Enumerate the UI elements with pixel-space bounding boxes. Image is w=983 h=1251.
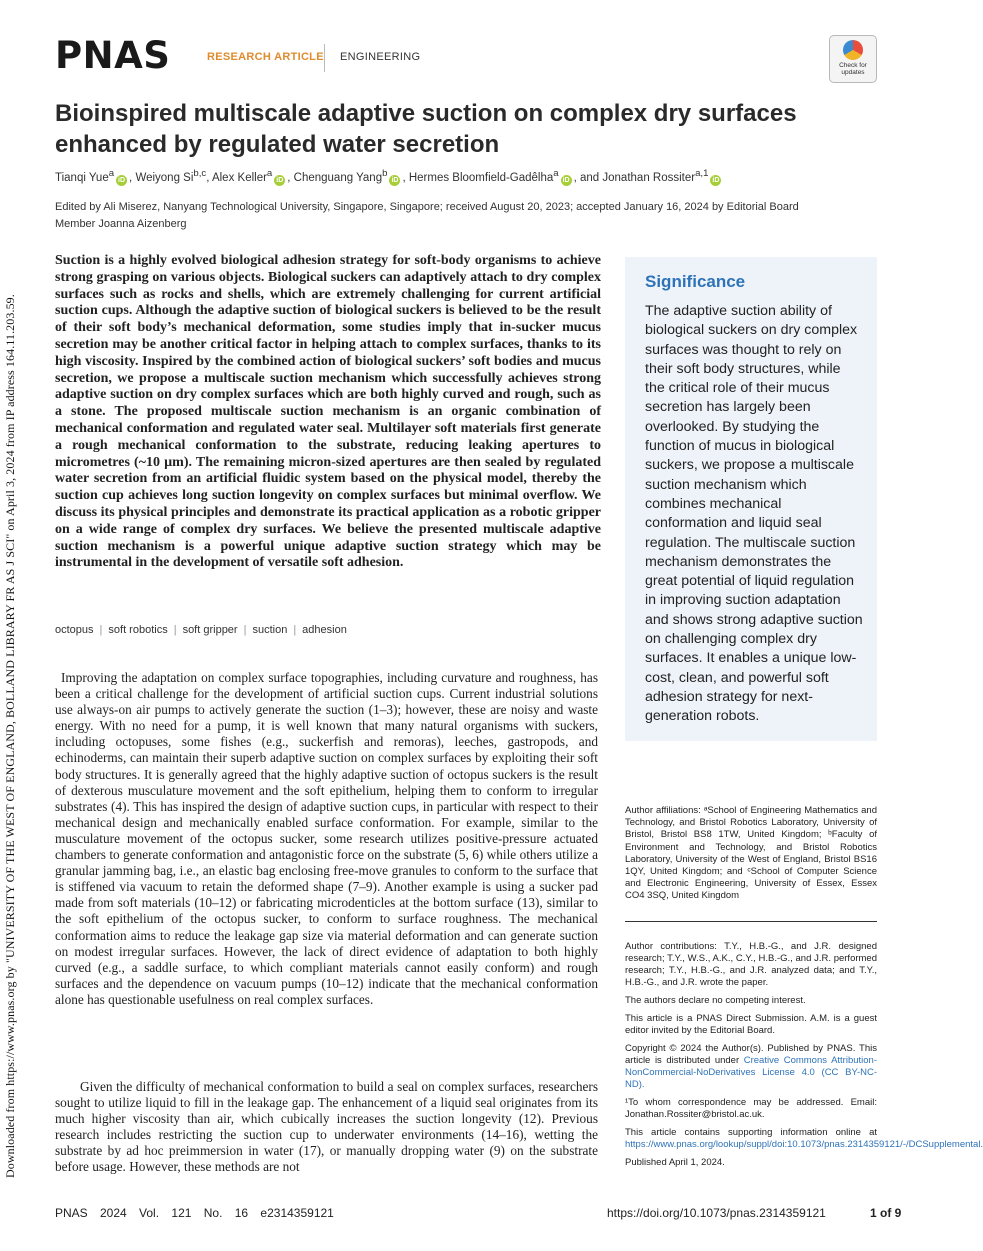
header-divider: [324, 44, 325, 72]
orcid-icon[interactable]: iD: [712, 176, 720, 184]
author-name[interactable]: Alex Keller: [211, 171, 267, 184]
orcid-icon[interactable]: iD: [391, 176, 399, 184]
author-name[interactable]: Jonathan Rossiter: [602, 171, 696, 184]
article-title: Bioinspired multiscale adaptive suction on complex dry surfaces enhanced by regulated water secretion: [55, 100, 797, 158]
author-contributions: Author contributions: T.Y., H.B.-G., and J.R. designed research; T.Y., W.S., A.K., C.Y., H.B.-G., and J.R. performed research; T.Y., H.B.-G., and J.R. analyzed data; and T.Y., H.B.-G., and J.R. wrote the paper.: [625, 941, 877, 988]
keyword[interactable]: soft gripper: [182, 624, 238, 636]
keyword-separator: |: [99, 624, 103, 636]
crossmark-icon: [843, 40, 863, 60]
keyword-separator: |: [173, 624, 177, 636]
author-affiliation-mark: a,1: [695, 168, 709, 179]
published-date: Published April 1, 2024.: [625, 1157, 725, 1168]
authors-and: and: [580, 171, 600, 184]
correspondence-note: ¹To whom correspondence may be addressed. Email: Jonathan.Rossiter@bristol.ac.uk.: [625, 1097, 877, 1120]
significance-text: The adaptive suction ability of biological suckers on dry complex surfaces was thought to rely on their soft body structures, while the critical role of their mucus secretion has largely been overlooked. By studying the function of mucus in biological suckers, we propose a multiscale suction mechanism which combines mechanical conformation and liquid seal regulation. The multiscale suction mechanism demonstrates the great potential of liquid regulation in improving suction adaptation and shows strong adaptive suction on challenging complex dry surfaces. It enables a unique low-cost, clean, and powerful soft adhesion strategy for next-generation robots.: [645, 303, 863, 725]
author-name[interactable]: Hermes Bloomfield-Gadêlha: [408, 171, 554, 184]
check-for-updates-label: Check for updates: [839, 62, 867, 76]
orcid-icon[interactable]: iD: [562, 176, 570, 184]
author-affiliation-mark: b,c: [193, 168, 207, 179]
body-paragraph: Given the difficulty of mechanical conformation to build a seal on complex surfaces, researchers sought to utilize liquid to fill in the leakage gap. The enhancement of a liquid seal originates from its much higher viscosity than air, which cubically increases the suction longevity (12). Previous research includes restricting the suction cup to underwater environments (14–16), wetting the substrate by ad hoc preimmersion in water (17), or manually dropping water (9) on the substrate before usage. However, these methods are not: [55, 1079, 598, 1175]
author-affiliation-mark: a: [108, 168, 115, 179]
author-name[interactable]: Chenguang Yang: [293, 171, 383, 184]
supporting-text: This article contains supporting information online at: [625, 1127, 877, 1138]
author-list: Tianqi Yue$^a$iD , Weiyong Si$^{b,c}$, Alex Keller$^a$iD , Chenguang Yang$^b$iD , Hermes Bloomfield-Gadêlha$^a$iD , and Jonathan Rossiter$^{a,1}$iD: [55, 168, 720, 184]
download-watermark: Downloaded from https://www.pnas.org by "UNIVERSITY OF THE WEST OF ENGLAND, BOLLAND LIBRARY FR AS J SCI" on April 3, 2024 from IP address 164.11.203.59.: [3, 294, 17, 1178]
abstract: Suction is a highly evolved biological adhesion strategy for soft-body organisms to achieve strong grasping on various objects. Biological suckers can adaptively attach to dry complex surfaces such as rocks and shells, which are extremely challenging for current artificial suction cups. Although the adaptive suction of biological suckers is believed to be the result of their soft body’s mechanical deformation, some studies imply that in-sucker mucus secretion may be another critical factor in helping attach to complex surfaces, thanks to its high viscosity. Inspired by the combined action of biological suckers’ soft bodies and mucus secretion, we propose a multiscale suction mechanism which successfully achieves strong adaptive suction on dry complex surfaces which are both highly curved and rough, such as a stone. The proposed multiscale suction mechanism is an organic combination of mechanical conformation and regulated water seal. Multilayer soft materials first generate a rough mechanical conformation to the substrate, reducing leaking apertures to micrometres (~10 µm). The remaining micron-sized apertures are then sealed by regulated water secretion from an artificial fluidic system based on the physical model, thereby the suction cup achieves long suction longevity on complex surfaces but minimal overflow. We discuss its physical principles and demonstrate its practical application as a robotic gripper on a wide range of complex dry surfaces. We believe the presented multiscale adaptive suction mechanism is a powerful unique adaptive suction strategy which may be instrumental in the development of versatile soft adhesion.: [55, 253, 601, 571]
orcid-icon[interactable]: iD: [276, 176, 284, 184]
footer-doi-link[interactable]: https://doi.org/10.1073/pnas.2314359121: [607, 1206, 826, 1220]
keyword[interactable]: octopus: [55, 624, 94, 636]
page-number: 1 of 9: [870, 1206, 902, 1220]
author-affiliation-mark: a: [553, 168, 559, 179]
submission-note: This article is a PNAS Direct Submission. A.M. is a guest editor invited by the Editorial Board.: [625, 1013, 877, 1036]
notes-divider: [625, 921, 877, 922]
license-link[interactable]: Creative Commons Attribution-NonCommercial-NoDerivatives License 4.0 (CC BY-NC-ND).: [625, 1055, 878, 1090]
author-name[interactable]: Weiyong Si: [135, 171, 194, 184]
competing-interest: The authors declare no competing interest.: [625, 995, 806, 1006]
keyword[interactable]: soft robotics: [108, 624, 168, 636]
keyword-separator: |: [243, 624, 247, 636]
keyword[interactable]: adhesion: [302, 624, 347, 636]
editorial-info: Edited by Ali Miserez, Nanyang Technological University, Singapore, Singapore; received August 20, 2023; accepted January 16, 2024 by Editorial Board Member Joanna Aizenberg: [55, 201, 799, 230]
supplemental-link[interactable]: https://www.pnas.org/lookup/suppl/doi:10.1073/pnas.2314359121/-/DCSupplemental.: [625, 1139, 983, 1150]
supporting-info-note: [625, 1127, 983, 1151]
author-affiliation-mark: b: [382, 168, 388, 179]
subject-category: ENGINEERING: [340, 51, 421, 63]
article-type: RESEARCH ARTICLE: [207, 51, 324, 63]
article-notes: [625, 941, 983, 1175]
copyright-note: [625, 1043, 877, 1091]
keywords: [55, 624, 347, 636]
keyword[interactable]: suction: [252, 624, 288, 636]
footer-citation: PNAS 2024 Vol. 121 No. 16 e2314359121: [55, 1206, 334, 1220]
author-affiliation-mark: a: [266, 168, 273, 179]
check-for-updates-button[interactable]: [829, 35, 877, 83]
significance-title: Significance: [645, 272, 746, 291]
orcid-icon[interactable]: iD: [118, 176, 126, 184]
author-name[interactable]: Tianqi Yue: [55, 171, 109, 184]
author-affiliations: Author affiliations: ᵃSchool of Engineering Mathematics and Technology, and Bristol Robotics Laboratory, University of Bristol, Bristol BS8 1TW, United Kingdom; ᵇFaculty of Environment and Technology, and Bristol Robotics Laboratory, University of the West of England, Bristol BS16 1QY, United Kingdom; and ᶜSchool of Computer Science and Electronic Engineering, University of Essex, Essex CO4 3SQ, United Kingdom: [625, 805, 877, 902]
keyword-separator: |: [293, 624, 297, 636]
copyright-text: Copyright © 2024 the Author(s). Published by PNAS. This article is distributed under: [625, 1043, 877, 1066]
pnas-logo[interactable]: PNAS: [55, 34, 171, 77]
body-paragraph: Improving the adaptation on complex surface topographies, including curvature and roughness, has been a critical challenge for the development of artificial suction cups. Current industrial solutions use always-on air pumps to actively generate the suction (1–3); however, these are noisy and waste energy. With no need for a pump, it is well known that many natural organisms with suckers, including octopuses, some fishes (e.g., suckerfish and remoras), leeches, gastropods, and echinoderms, can maintain their superb adaptive suction on complex surfaces by exploiting their soft body structures. It is generally agreed that the highly adaptive suction of octopus suckers is the result of dexterous musculature movement and the soft epithelium, helping them to conform to irregular substrates (4). This has inspired the design of adaptive suction cups, in particular with respect to their mechanical design and mechanically enabled surface conformation. For example, similar to the musculature movement of the octopus sucker, some research utilizes positive-pressure actuated chambers to generate conformation and antagonistic force on the substrate (5, 6) while others utilize a granular jamming bag, i.e., an elastic bag enclosing free-move granules to conform to the surface that is stiffened via vacuum to retain the deformed shape (7–9). Another example is using a sucker pad made from soft materials (10–12) or fabricating microdenticles at the bottom surface (13), similar to the soft epithelium of the octopus sucker, to conform to surface roughness. The mechanical conformation aims to reduce the leakage gap size via material deformation and can generate suction on modest irregular surfaces. However, the lack of direct evidence of adaptation to both highly curved (e.g., a saddle surface, to which compliant materials cannot easily conform) and rough surfaces and the dependence on vacuum pumps (10–12) indicate that the mechanical conformation alone has questionable usefulness on real complex surfaces.: [55, 670, 598, 1007]
